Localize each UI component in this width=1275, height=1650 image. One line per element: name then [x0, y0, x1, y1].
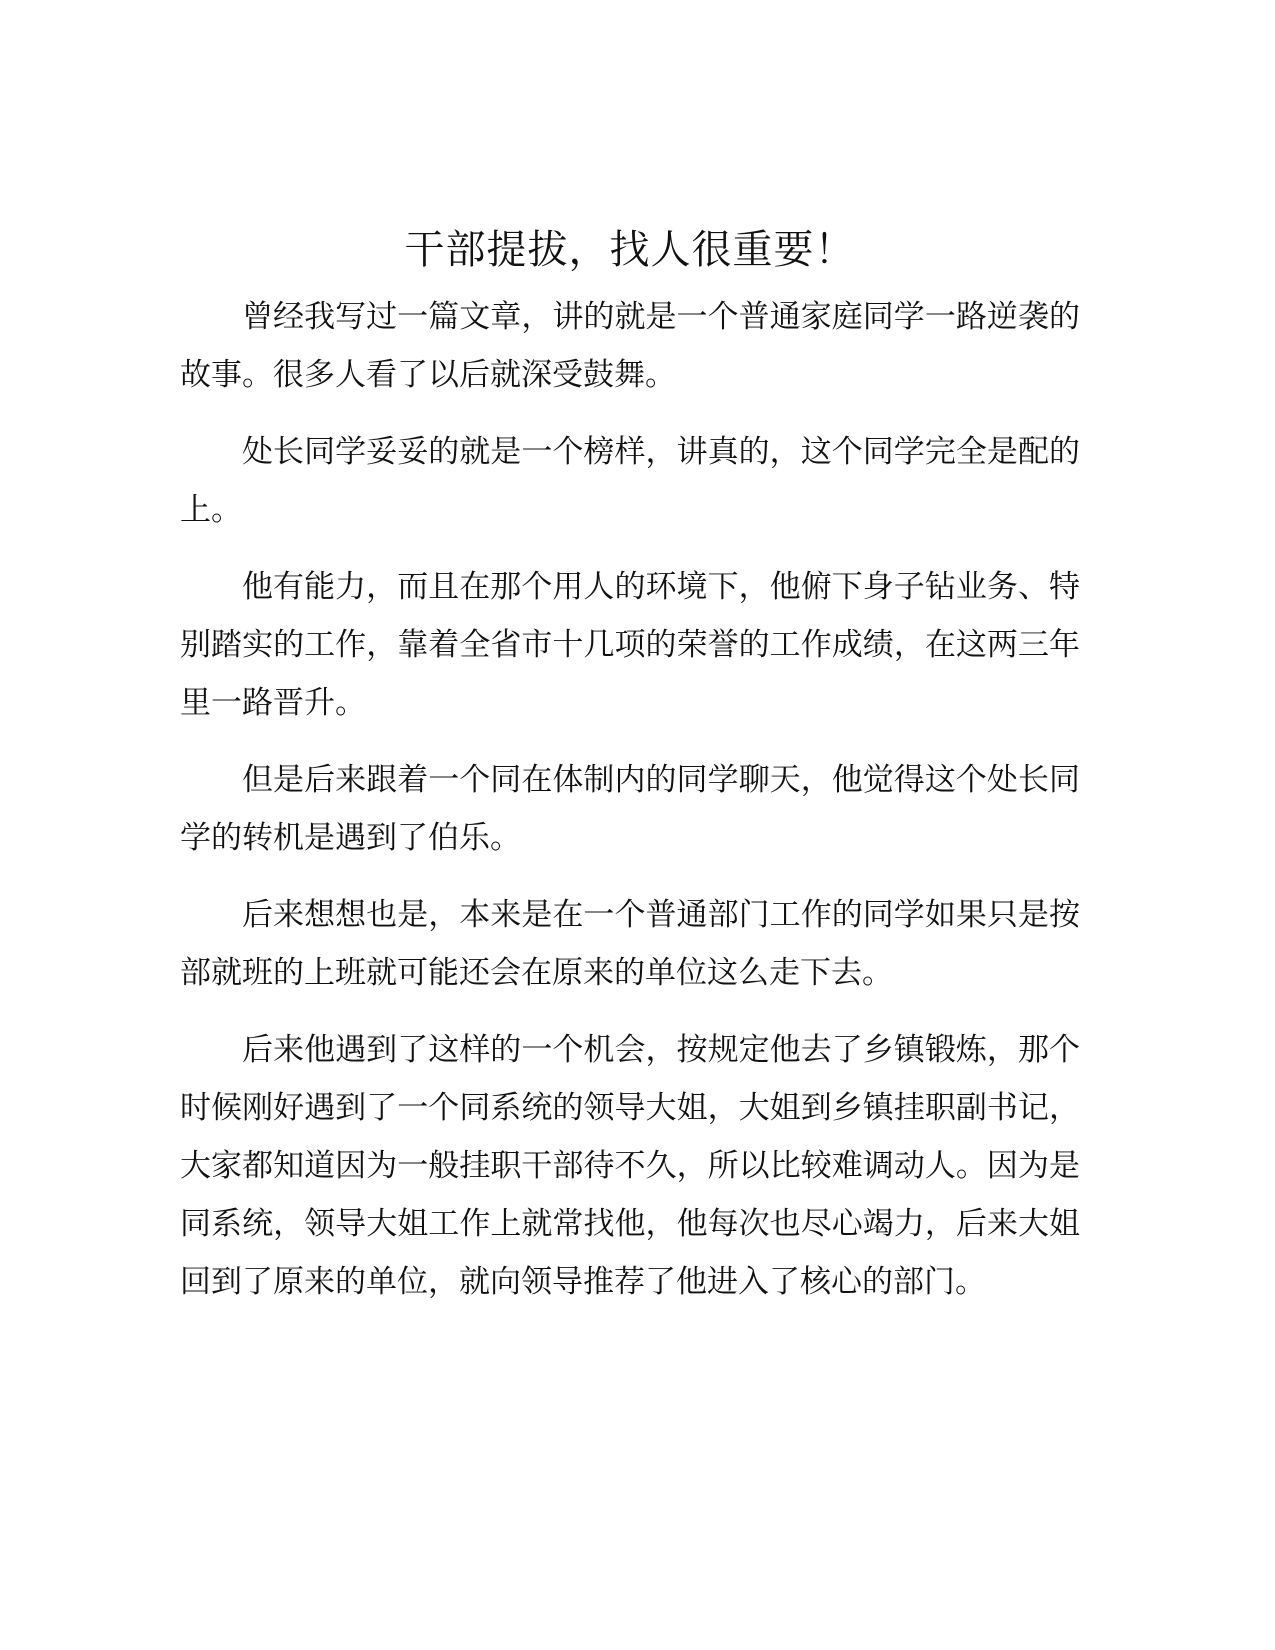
paragraph-5: 后来想想也是，本来是在一个普通部门工作的同学如果只是按部就班的上班就可能还会在原来的单位这么走下去。	[180, 897, 1080, 991]
paragraph-1: 曾经我写过一篇文章，讲的就是一个普通家庭同学一路逆袭的故事。很多人看了以后就深受鼓舞。	[180, 299, 1080, 393]
paragraph-3: 他有能力，而且在那个用人的环境下，他俯下身子钻业务、特别踏实的工作，靠着全省市十几项的荣誉的工作成绩，在这两三年里一路晋升。	[180, 569, 1080, 721]
document-page	[180, 224, 1080, 1330]
document-title: 干部提拔，找人很重要！	[404, 227, 856, 273]
paragraph-2: 处长同学妥妥的就是一个榜样，讲真的，这个同学完全是配的上。	[180, 434, 1080, 528]
paragraph-6: 后来他遇到了这样的一个机会，按规定他去了乡镇锻炼，那个时候刚好遇到了一个同系统的领导大姐，大姐到乡镇挂职副书记，大家都知道因为一般挂职干部待不久，所以比较难调动人。因为是同系统，领导大姐工作上就常找他，他每次也尽心竭力，后来大姐回到了原来的单位，就向领导推荐了他进入了核心的部门。	[180, 1032, 1080, 1300]
paragraph-4: 但是后来跟着一个同在体制内的同学聊天，他觉得这个处长同学的转机是遇到了伯乐。	[180, 762, 1080, 856]
